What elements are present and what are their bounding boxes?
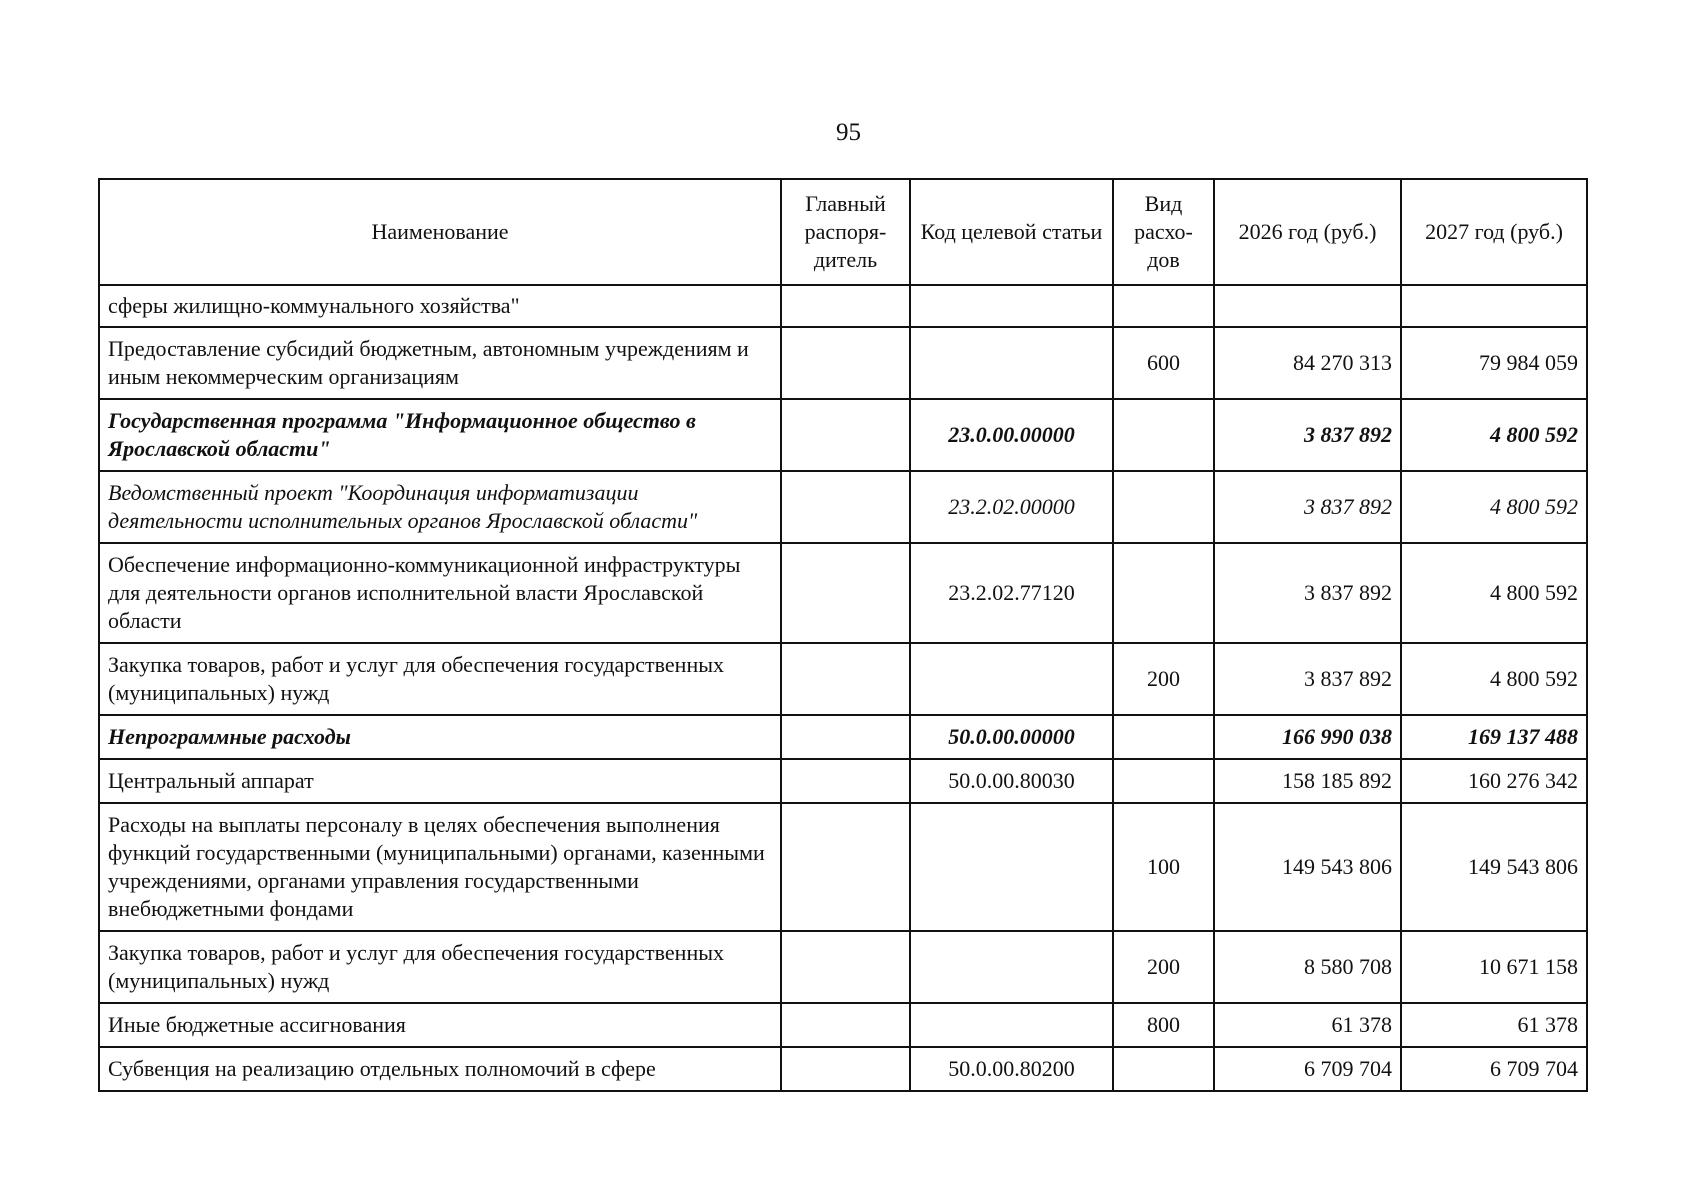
cell-target-code [910, 931, 1113, 1003]
cell-chief-manager [781, 471, 910, 543]
cell-name: Субвенция на реализацию отдельных полномочий в сфере [99, 1047, 781, 1091]
cell-year-2026 [1214, 285, 1401, 327]
cell-expense-type [1113, 715, 1214, 759]
cell-name: Центральный аппарат [99, 759, 781, 803]
cell-year-2027: 6 709 704 [1401, 1047, 1587, 1091]
cell-year-2027: 79 984 059 [1401, 327, 1587, 399]
cell-chief-manager [781, 399, 910, 471]
cell-year-2027: 149 543 806 [1401, 803, 1587, 931]
table-row [99, 759, 1587, 803]
cell-expense-type [1113, 759, 1214, 803]
cell-year-2026: 3 837 892 [1214, 471, 1401, 543]
cell-chief-manager [781, 715, 910, 759]
cell-target-code: 50.0.00.00000 [910, 715, 1113, 759]
cell-expense-type: 200 [1113, 643, 1214, 715]
cell-name: Обеспечение информационно-коммуникационной инфраструктуры для деятельности органов исполнительной власти Ярославской области [99, 543, 781, 643]
cell-expense-type [1113, 285, 1214, 327]
cell-expense-type: 800 [1113, 1003, 1214, 1047]
cell-target-code [910, 285, 1113, 327]
header-year-2027: 2027 год (руб.) [1401, 179, 1587, 285]
cell-target-code [910, 643, 1113, 715]
cell-target-code: 23.2.02.77120 [910, 543, 1113, 643]
cell-year-2027: 61 378 [1401, 1003, 1587, 1047]
cell-year-2026: 158 185 892 [1214, 759, 1401, 803]
table-row [99, 803, 1587, 931]
cell-chief-manager [781, 803, 910, 931]
cell-expense-type [1113, 1047, 1214, 1091]
cell-name: сферы жилищно-коммунального хозяйства" [99, 285, 781, 327]
cell-target-code [910, 327, 1113, 399]
header-name: Наименование [99, 179, 781, 285]
header-expense-type: Вид расхо-дов [1113, 179, 1214, 285]
cell-chief-manager [781, 327, 910, 399]
cell-target-code [910, 1003, 1113, 1047]
cell-chief-manager [781, 759, 910, 803]
cell-target-code: 50.0.00.80030 [910, 759, 1113, 803]
table-row [99, 931, 1587, 1003]
cell-expense-type [1113, 471, 1214, 543]
table-row [99, 643, 1587, 715]
table-row [99, 1047, 1587, 1091]
cell-year-2027: 10 671 158 [1401, 931, 1587, 1003]
cell-year-2027: 4 800 592 [1401, 399, 1587, 471]
cell-year-2027: 4 800 592 [1401, 543, 1587, 643]
cell-year-2026: 6 709 704 [1214, 1047, 1401, 1091]
cell-year-2026: 61 378 [1214, 1003, 1401, 1047]
cell-chief-manager [781, 285, 910, 327]
cell-expense-type: 200 [1113, 931, 1214, 1003]
cell-year-2027: 4 800 592 [1401, 643, 1587, 715]
cell-chief-manager [781, 643, 910, 715]
cell-expense-type: 100 [1113, 803, 1214, 931]
table-row [99, 471, 1587, 543]
cell-name: Закупка товаров, работ и услуг для обеспечения государственных (муниципальных) нужд [99, 643, 781, 715]
cell-year-2026: 3 837 892 [1214, 399, 1401, 471]
cell-chief-manager [781, 931, 910, 1003]
header-target-code: Код целевой статьи [910, 179, 1113, 285]
header-year-2026: 2026 год (руб.) [1214, 179, 1401, 285]
cell-year-2026: 166 990 038 [1214, 715, 1401, 759]
cell-name: Закупка товаров, работ и услуг для обеспечения государственных (муниципальных) нужд [99, 931, 781, 1003]
budget-table [98, 178, 1588, 1092]
cell-year-2026: 149 543 806 [1214, 803, 1401, 931]
table-row [99, 285, 1587, 327]
cell-expense-type [1113, 543, 1214, 643]
cell-target-code: 50.0.00.80200 [910, 1047, 1113, 1091]
page-number: 95 [836, 119, 861, 146]
cell-name: Иные бюджетные ассигнования [99, 1003, 781, 1047]
cell-year-2026: 84 270 313 [1214, 327, 1401, 399]
cell-chief-manager [781, 543, 910, 643]
cell-year-2027 [1401, 285, 1587, 327]
table-row [99, 543, 1587, 643]
table-row [99, 715, 1587, 759]
cell-target-code [910, 803, 1113, 931]
cell-name: Расходы на выплаты персоналу в целях обеспечения выполнения функций государственными (муниципальными) органами, казенными учреждениями, органами управления государственными внебюджетными фондами [99, 803, 781, 931]
cell-year-2026: 3 837 892 [1214, 643, 1401, 715]
cell-expense-type [1113, 399, 1214, 471]
cell-name: Ведомственный проект "Координация информатизации деятельности исполнительных органов Ярославской области" [99, 471, 781, 543]
cell-expense-type: 600 [1113, 327, 1214, 399]
cell-year-2026: 3 837 892 [1214, 543, 1401, 643]
header-chief-manager: Главный распоря-дитель [781, 179, 910, 285]
cell-year-2027: 4 800 592 [1401, 471, 1587, 543]
table-row [99, 1003, 1587, 1047]
cell-name: Непрограммные расходы [99, 715, 781, 759]
table-row [99, 399, 1587, 471]
cell-name: Предоставление субсидий бюджетным, автономным учреждениям и иным некоммерческим организациям [99, 327, 781, 399]
table-row [99, 327, 1587, 399]
cell-target-code: 23.0.00.00000 [910, 399, 1113, 471]
table-header-row [99, 179, 1587, 285]
cell-chief-manager [781, 1047, 910, 1091]
cell-year-2027: 160 276 342 [1401, 759, 1587, 803]
cell-chief-manager [781, 1003, 910, 1047]
cell-year-2026: 8 580 708 [1214, 931, 1401, 1003]
cell-name: Государственная программа "Информационное общество в Ярославской области" [99, 399, 781, 471]
cell-target-code: 23.2.02.00000 [910, 471, 1113, 543]
cell-year-2027: 169 137 488 [1401, 715, 1587, 759]
